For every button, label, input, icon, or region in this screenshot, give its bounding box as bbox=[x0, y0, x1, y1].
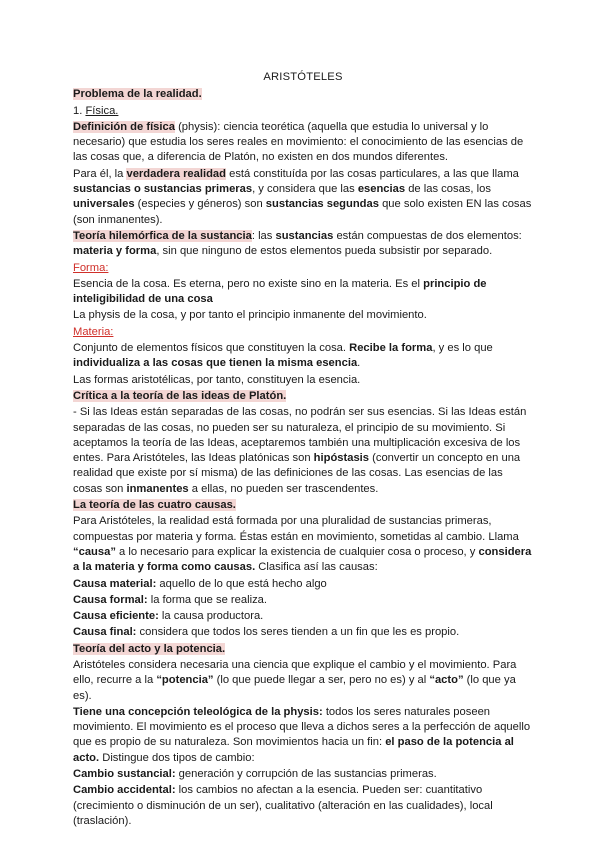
paragraph-causes: Para Aristóteles, la realidad está formada por una pluralidad de sustancias primeras, compuestas por materia y forma. Éstas están en movimiento, sometidas al cambio. Llama “causa” a lo necesario para explicar la existencia de cualquier cosa o proceso, y considera a la materia y forma como causas. Clasifica así las causas: bbox=[73, 515, 532, 574]
paragraph-accidental-change: Cambio accidental: los cambios no afectan a la esencia. Pueden ser: cuantitativo (crecimiento o disminución de un ser), cualitativo (alteración en las cualidades), local (traslación). bbox=[73, 784, 493, 827]
paragraph-hylomorphism: Teoría hilemórfica de la sustancia: las sustancias están compuestas de dos elementos: materia y forma, sin que ninguno de estos elementos pueda subsistir por separado. bbox=[73, 229, 522, 258]
list-item: Causa material: aquello de lo que está hecho algo bbox=[73, 577, 327, 590]
section-heading-critique: Crítica a la teoría de las ideas de Platón. bbox=[73, 389, 287, 402]
section-heading-act-potency: Teoría del acto y la potencia. bbox=[73, 642, 226, 655]
paragraph-substantial-change: Cambio sustancial: generación y corrupción de las sustancias primeras. bbox=[73, 768, 437, 781]
label-forma: Forma: bbox=[73, 261, 109, 274]
paragraph-materia-forms: Las formas aristotélicas, por tanto, constituyen la esencia. bbox=[73, 373, 361, 386]
paragraph-materia: Conjunto de elementos físicos que constituyen la cosa. Recibe la forma, y es lo que individualiza a las cosas que tienen la misma esencia. bbox=[73, 342, 493, 370]
list-item: Causa eficiente: la causa productora. bbox=[73, 610, 264, 623]
label-materia: Materia: bbox=[73, 325, 114, 338]
list-item: Causa formal: la forma que se realiza. bbox=[73, 593, 268, 606]
document-title: ARISTÓTELES bbox=[263, 71, 343, 83]
section-heading-reality: Problema de la realidad. bbox=[73, 88, 202, 101]
paragraph-teleology: Tiene una concepción teleológica de la physis: todos los seres naturales poseen movimiento. El movimiento es el proceso que lleva a dichos seres a la perfección de aquello que es propio de su naturaleza. Son movimientos hacia un fin: el paso de la potencia al acto. Distingue dos tipos de cambio: bbox=[73, 705, 531, 764]
subheading-fisica: 1. Física. bbox=[73, 104, 119, 117]
paragraph-forma-physis: La physis de la cosa, y por tanto el principio inmanente del movimiento. bbox=[73, 309, 427, 322]
section-heading-causes: La teoría de las cuatro causas. bbox=[73, 499, 236, 512]
document-content bbox=[73, 70, 533, 830]
paragraph-act-potency: Aristóteles considera necesaria una ciencia que explique el cambio y el movimiento. Para ello, recurre a la “potencia” (lo que puede llegar a ser, pero no es) y al “acto” (lo que ya es). bbox=[73, 658, 517, 702]
list-item: Causa final: considera que todos los seres tienden a un fin que les es propio. bbox=[73, 626, 460, 639]
paragraph-definition: Definición de física (physis): ciencia teorética (aquella que estudia lo universal y lo necesario) que estudia los seres reales en movimiento: el conocimiento de las esencias de las cosas que, a diferencia de Platón, no existen en dos mundos diferentes. bbox=[73, 120, 524, 164]
paragraph-critique: - Si las Ideas están separadas de las cosas, no podrán ser sus esencias. Si las Ideas están separadas de las cosas, no pueden ser su naturaleza, el principio de su movimiento. Si aceptamos la teoría de las Ideas, aceptaremos también una multiplicación excesiva de los entes. Para Aristóteles, las Ideas platónicas son hipóstasis (convertir un concepto en una realidad que existe por sí misma) de las definiciones de las cosas. Las esencias de las cosas son inmanentes a ellas, no pueden ser trascendentes. bbox=[73, 406, 527, 495]
paragraph-forma: Esencia de la cosa. Es eterna, pero no existe sino en la materia. Es el principio de inteligibilidad de una cosa bbox=[73, 277, 487, 306]
paragraph-reality: Para él, la verdadera realidad está constituída por las cosas particulares, a las que llama sustancias o sustancias primeras, y considera que las esencias de las cosas, los universales (especies y géneros) son sustancias segundas que solo existen EN las cosas (son inmanentes). bbox=[73, 167, 532, 226]
